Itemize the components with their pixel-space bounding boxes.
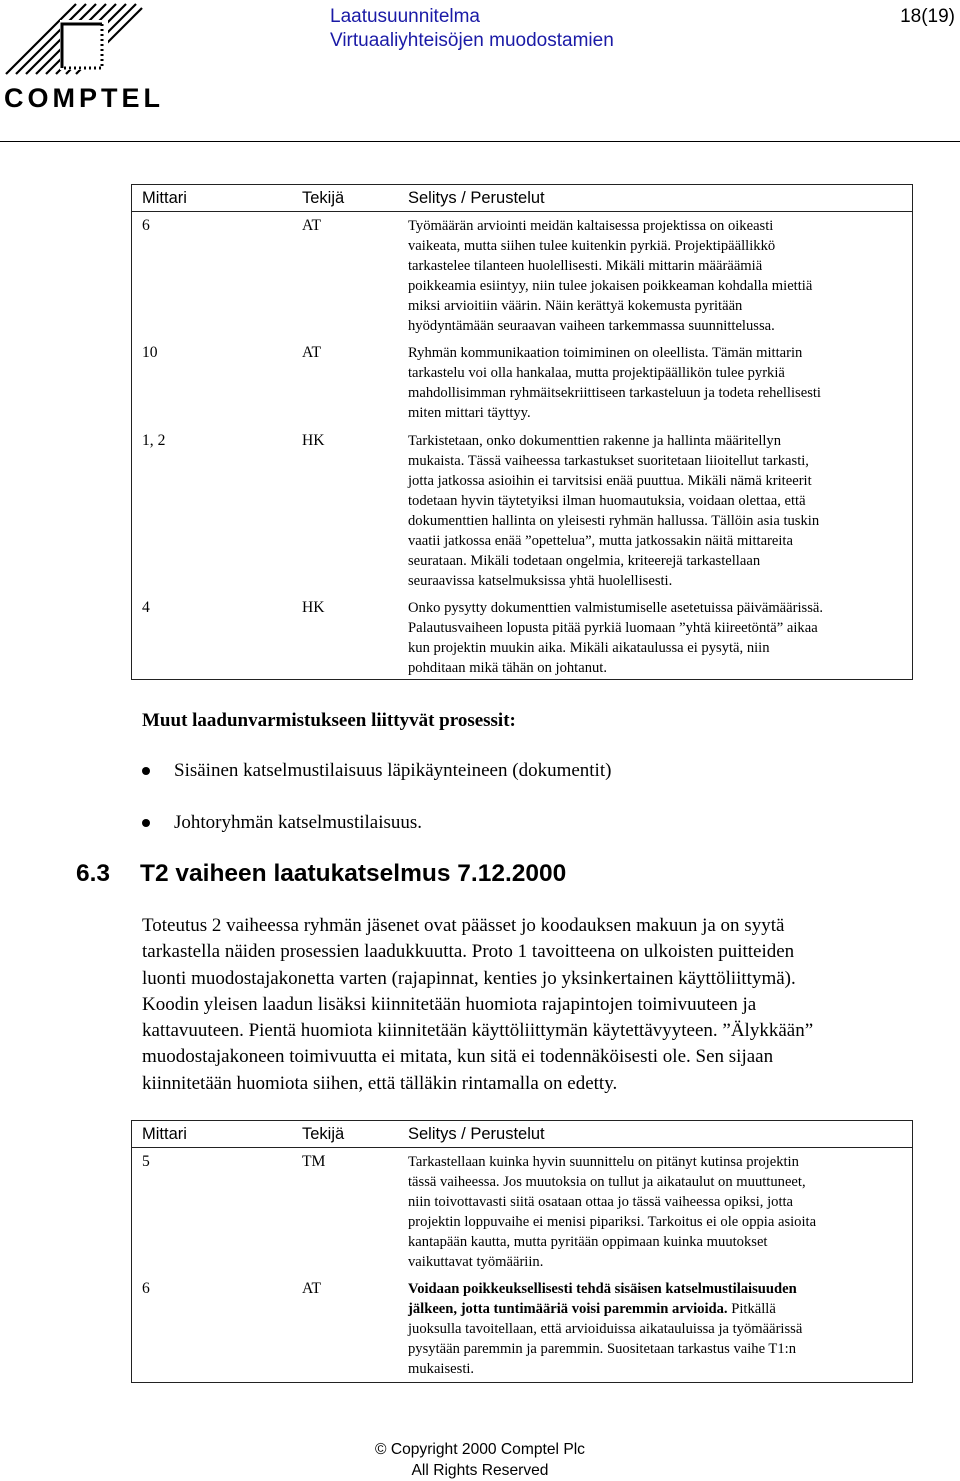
text-line: seurataan. Mikäli todetaan ongelmia, kriteerejä tarkastellaan: [408, 553, 761, 569]
column-header-selitys: Selitys / Perustelut: [408, 1124, 545, 1143]
text-line: vaikuttavat työmääriin.: [408, 1254, 544, 1270]
cell-mittari: 1, 2: [142, 432, 166, 449]
text-line: juoksulla tavoitellaan, että arvioiduissa aikatauluissa ja työmäärissä: [408, 1321, 803, 1337]
text-line: todetaan hyvin täytetyiksi ilman huomautuksia, voidaan olettaa, että: [408, 493, 806, 509]
cell-selitys: [408, 1152, 912, 1272]
table-row: [132, 1279, 912, 1379]
cell-tekija: AT: [302, 344, 322, 361]
text-line: Ryhmän kommunikaation toimiminen on oleellista. Tämän mittarin: [408, 345, 803, 361]
text-line: [408, 1299, 902, 1319]
document-title: Laatusuunnitelma: [330, 6, 480, 27]
bullet-text: Sisäinen katselmustilaisuus läpikäynteineen (dokumentit): [174, 760, 612, 781]
text-line: muodostajakoneen toimivuutta ei mitata, kun sitä ei todennäköisesti ole. Sen sijaan: [142, 1046, 774, 1068]
brand-name: COMPTEL: [4, 83, 164, 113]
text-line: vaikeata, mutta siihen tulee kuitenkin pyrkiä. Projektipäällikkö: [408, 238, 776, 254]
text-line: miten mittari täyttyy.: [408, 405, 531, 421]
column-header-mittari: Mittari: [142, 188, 187, 207]
cell-mittari: 4: [142, 599, 150, 616]
text-line: mukaisesti.: [408, 1361, 475, 1377]
text-line: dokumenttien hallinta on yleisesti ryhmän hallussa. Tällöin asia tuskin: [408, 513, 820, 529]
footer-rights: All Rights Reserved: [411, 1462, 549, 1479]
cell-selitys: [408, 216, 912, 336]
text-line: tarkastella näiden prosessien laadukkuutta. Proto 1 tavoitteena on ulkoisten puitteiden: [142, 941, 795, 963]
bullet-icon: [142, 819, 150, 827]
bullet-text: Johtoryhmän katselmustilaisuus.: [174, 812, 423, 833]
text-line: hyödyntämään seuraavan vaiheen tarkemmassa suunnittelussa.: [408, 318, 775, 334]
metrics-table-1: [131, 184, 913, 680]
document-subtitle: Virtuaaliyhteisöjen muodostamien: [330, 30, 614, 51]
subsection-heading: [76, 858, 566, 890]
cell-tekija: AT: [302, 217, 322, 234]
text-line: tässä vaiheessa. Jos muutoksia on tullut ja aikataulut on muuttuneet,: [408, 1174, 806, 1190]
text-line: kun projektin muukin aika. Mikäli aikataulussa ei pysytä, niin: [408, 640, 770, 656]
text-line: kattavuuteen. Pientä huomiota kiinnitetään käyttöliittymän käytettävyyteen. ”Älykkään”: [142, 1020, 814, 1042]
text-line: Koodin yleisen laadun lisäksi kiinnitetään huomiota rajapintojen toimivuuteen ja: [142, 993, 757, 1015]
page-number: 18(19): [900, 6, 955, 27]
cell-mittari: 6: [142, 217, 150, 234]
cell-mittari: 5: [142, 1153, 150, 1170]
table-row: [132, 431, 912, 591]
text-line: mahdollisimman ryhmäitsekriittiseen tarkasteluun ja todeta rehellisesti: [408, 385, 821, 401]
cell-selitys: [408, 1279, 912, 1379]
text-line: tarkastelee tilanteen huolellisesti. Mikäli mittarin määräämiä: [408, 258, 763, 274]
text-bold: jälkeen, jotta tuntimääriä voisi paremmin arvioida.: [408, 1301, 728, 1317]
header-divider: [0, 141, 960, 142]
text-line: Toteutus 2 vaiheessa ryhmän jäsenet ovat päässet jo koodauksen makuun ja on syytä: [142, 915, 785, 936]
cell-selitys: [408, 343, 912, 423]
text-line: pysytään paremmin ja paremmin. Suositetaan tarkastus vaihe T1:n: [408, 1341, 796, 1357]
table-row: [132, 216, 912, 336]
text-line: Työmäärän arviointi meidän kaltaisessa projektissa on oikeasti: [408, 218, 774, 234]
column-header-tekija: Tekijä: [302, 188, 345, 207]
text-line: Tarkistetaan, onko dokumenttien rakenne ja hallinta määritellyn: [408, 433, 782, 449]
text-line: miksi arvioitiin väärin. Näin kerättyä kokemusta pyritään: [408, 298, 743, 314]
text-line: vaatii jatkossa enää ”opettelua”, mutta jatkossakin näitä mittareita: [408, 533, 793, 549]
cell-selitys: [408, 431, 912, 591]
text-line-bold: Voidaan poikkeuksellisesti tehdä sisäisen katselmustilaisuuden: [408, 1281, 797, 1297]
table-header: [132, 1121, 912, 1148]
cell-mittari: 10: [142, 344, 158, 361]
text-line: luonti muodostajakonetta varten (rajapinnat, kenties jo yksinkertainen käyttöliittymä).: [142, 967, 796, 989]
text-line: kantapään kautta, mutta pyritään oppimaan kuinka muutokset: [408, 1234, 768, 1250]
table-row: [132, 1152, 912, 1272]
text-line: kiinnitetään huomiota siihen, että tälläkin rintamalla on edetty.: [142, 1072, 618, 1094]
text-line: seuraavissa katselmuksissa yhtä huolellisesti.: [408, 573, 673, 589]
text-line: jotta jatkossa asioihin ei tarvitsisi enää puuttua. Mikäli nämä kriteerit: [408, 473, 812, 489]
text-line: projektin loppuvaihe ei menisi pipariksi. Tarkoitus ei ole oppia asioita: [408, 1214, 817, 1230]
text-line: tarkastelu voi olla hankalaa, mutta projektipäällikön tulee pyrkiä: [408, 365, 785, 381]
text-line: Palautusvaiheen lopusta pitää pyrkiä luomaan ”yhtä kiireetöntä” aikaa: [408, 620, 818, 636]
text-line: mukaista. Tässä vaiheessa tarkastukset suoritetaan liioitellut tarkasti,: [408, 453, 809, 469]
cell-mittari: 6: [142, 1280, 150, 1297]
subsection-paragraph: [142, 913, 912, 1097]
text-line: Onko pysytty dokumenttien valmistumiselle asetetuissa päivämäärissä.: [408, 600, 824, 616]
bullet-icon: [142, 767, 150, 775]
text-line: pohditaan mikä tähän on johtanut.: [408, 660, 607, 676]
text-plain: Pitkällä: [731, 1301, 776, 1317]
cell-selitys: [408, 598, 912, 678]
section-heading: Muut laadunvarmistukseen liittyvät prosessit:: [142, 710, 516, 731]
table-row: [132, 598, 912, 678]
subsection-number: 6.3: [76, 860, 111, 887]
cell-tekija: HK: [302, 432, 325, 449]
cell-tekija: HK: [302, 599, 325, 616]
table-row: [132, 343, 912, 423]
column-header-tekija: Tekijä: [302, 1124, 345, 1143]
column-header-mittari: Mittari: [142, 1124, 187, 1143]
table-header: [132, 185, 912, 212]
cell-tekija: TM: [302, 1153, 326, 1170]
subsection-title: T2 vaiheen laatukatselmus 7.12.2000: [140, 860, 567, 887]
text-line: Tarkastellaan kuinka hyvin suunnittelu on pitänyt kutinsa projektin: [408, 1154, 799, 1170]
footer-copyright: © Copyright 2000 Comptel Plc: [375, 1441, 585, 1458]
text-line: niin toivottavasti siitä osataan ottaa jo tässä vaiheessa opiksi, jotta: [408, 1194, 794, 1210]
text-line: poikkeamia esiintyy, niin tulee jokaisen poikkeaman kohdalla miettiä: [408, 278, 813, 294]
cell-tekija: AT: [302, 1280, 322, 1297]
column-header-selitys: Selitys / Perustelut: [408, 188, 545, 207]
metrics-table-2: [131, 1120, 913, 1383]
